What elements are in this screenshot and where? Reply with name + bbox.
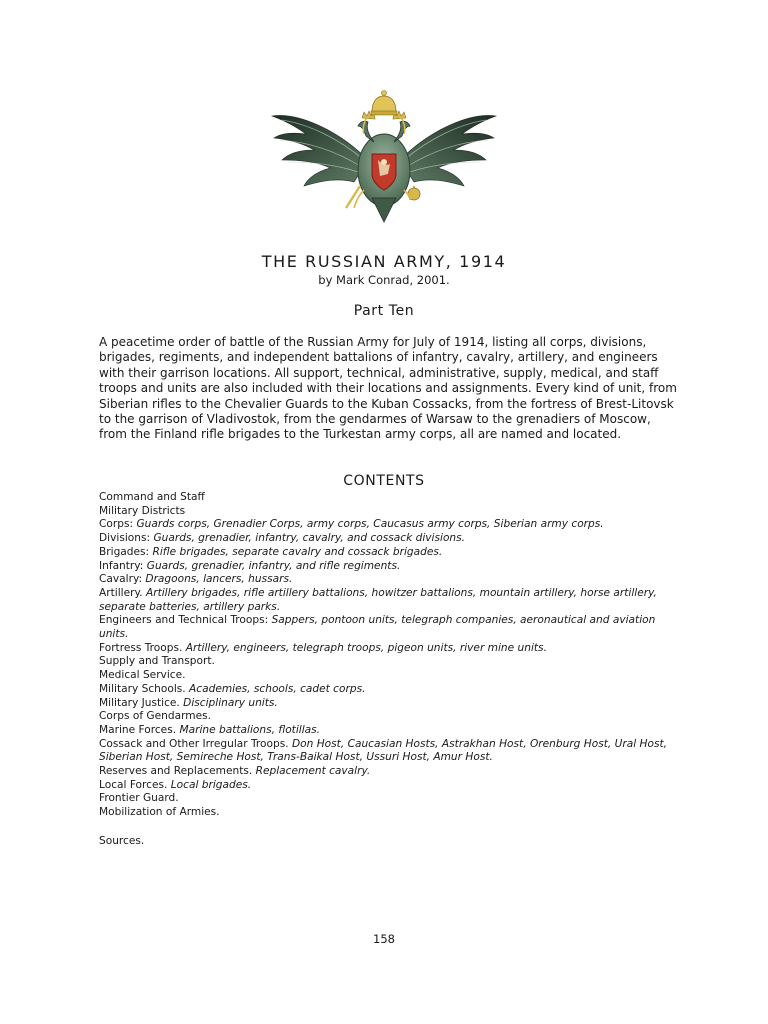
part-heading: Part Ten [353,303,415,319]
list-item-detail: Artillery brigades, rifle artillery battalions, howitzer battalions, mountain artillery, horse artillery, separate batteries, artillery parks. [99,586,657,613]
list-item-label: Divisions: [99,532,151,545]
list-item [99,669,669,683]
contents-heading: CONTENTS [343,473,425,489]
list-item-detail: Don Host, Caucasian Hosts, Astrakhan Host, Orenburg Host, Ural Host, Siberian Host, Semireche Host, Trans-Baikal Host, Ussuri Host, Amur Host. [99,737,668,764]
list-item [99,573,669,587]
list-item-label: Infantry: [99,559,144,572]
list-item [99,765,669,779]
list-item-detail: Artillery, engineers, telegraph troops, pigeon units, river mine units. [185,641,547,654]
list-item [99,683,669,697]
list-item [99,792,669,806]
list-item-detail: Guards, grenadier, infantry, and rifle regiments. [146,559,401,572]
list-item [99,560,669,574]
list-item-detail: Sappers, pontoon units, telegraph companies, aeronautical and aviation units. [99,614,656,641]
list-item [99,614,669,641]
list-item [99,724,669,738]
list-item [99,518,669,532]
list-item-detail: Replacement cavalry. [255,765,371,778]
list-item-label: Military Schools. [99,682,186,695]
list-item-label: Frontier Guard. [99,792,179,805]
document-title: THE RUSSIAN ARMY, 1914 [261,252,507,271]
list-item [99,491,669,505]
list-item [99,655,669,669]
list-item-label: Command and Staff [99,491,205,503]
list-item-detail: Guards corps, Grenadier Corps, army corps, Caucasus army corps, Siberian army corps. [136,518,604,531]
list-item-label: Military Justice. [99,696,180,709]
contents-list [99,491,669,820]
list-item [99,697,669,711]
list-item [99,587,669,614]
list-item [99,546,669,560]
list-item-label: Cavalry: [99,573,143,586]
list-item-detail: Disciplinary units. [183,696,278,709]
list-item-label: Fortress Troops. [99,641,183,654]
list-item-label: Mobilization of Armies. [99,806,220,819]
intro-paragraph: A peacetime order of battle of the Russian Army for July of 1914, listing all corps, divisions, brigades, regiments, and independent battalions of infantry, cavalry, artillery, and engineers with their garrison locations. All support, technical, administrative, supply, medical, and staff troops and units are also included with their locations and assignments. Every kind of unit, from Siberian rifles to the Chevalier Guards to the Kuban Cossacks, from the fortress of Brest-Litovsk to the garrison of Vladivostok, from the gendarmes of Warsaw to the grenadiers of Moscow, from the Finland rifle brigades to the Turkestan army corps, all are named and located. [99,335,677,442]
list-item [99,710,669,724]
list-item [99,806,669,820]
list-item-label: Cossack and Other Irregular Troops. [99,737,289,750]
list-item-detail: Marine battalions, flotillas. [179,723,321,736]
list-item [99,532,669,546]
list-item-detail: Academies, schools, cadet corps. [189,682,366,695]
list-item [99,779,669,793]
list-item [99,642,669,656]
list-item-label: Medical Service. [99,669,186,682]
list-item-detail: Rifle brigades, separate cavalry and cossack brigades. [152,545,443,558]
page-number: 158 [373,932,395,946]
list-item [99,738,669,765]
list-item-label: Corps: [99,518,134,531]
list-item-label: Corps of Gendarmes. [99,710,211,723]
list-item-label: Local Forces. [99,778,168,791]
list-item-label: Artillery. [99,586,143,599]
list-item-detail: Guards, grenadier, infantry, cavalry, and cossack divisions. [153,532,466,545]
sources-entry: Sources. [99,835,145,847]
list-item-detail: Local brigades. [170,778,252,791]
list-item-label: Reserves and Replacements. [99,765,253,778]
list-item-label: Engineers and Technical Troops: [99,614,269,627]
list-item-label: Supply and Transport. [99,655,215,668]
list-item-label: Marine Forces. [99,723,177,736]
list-item [99,505,669,519]
list-item-detail: Dragoons, lancers, hussars. [145,573,293,586]
byline: by Mark Conrad, 2001. [318,273,450,287]
double-headed-eagle-icon [268,90,500,230]
list-item-label: Brigades: [99,545,150,558]
list-item-label: Military Districts [99,504,186,517]
